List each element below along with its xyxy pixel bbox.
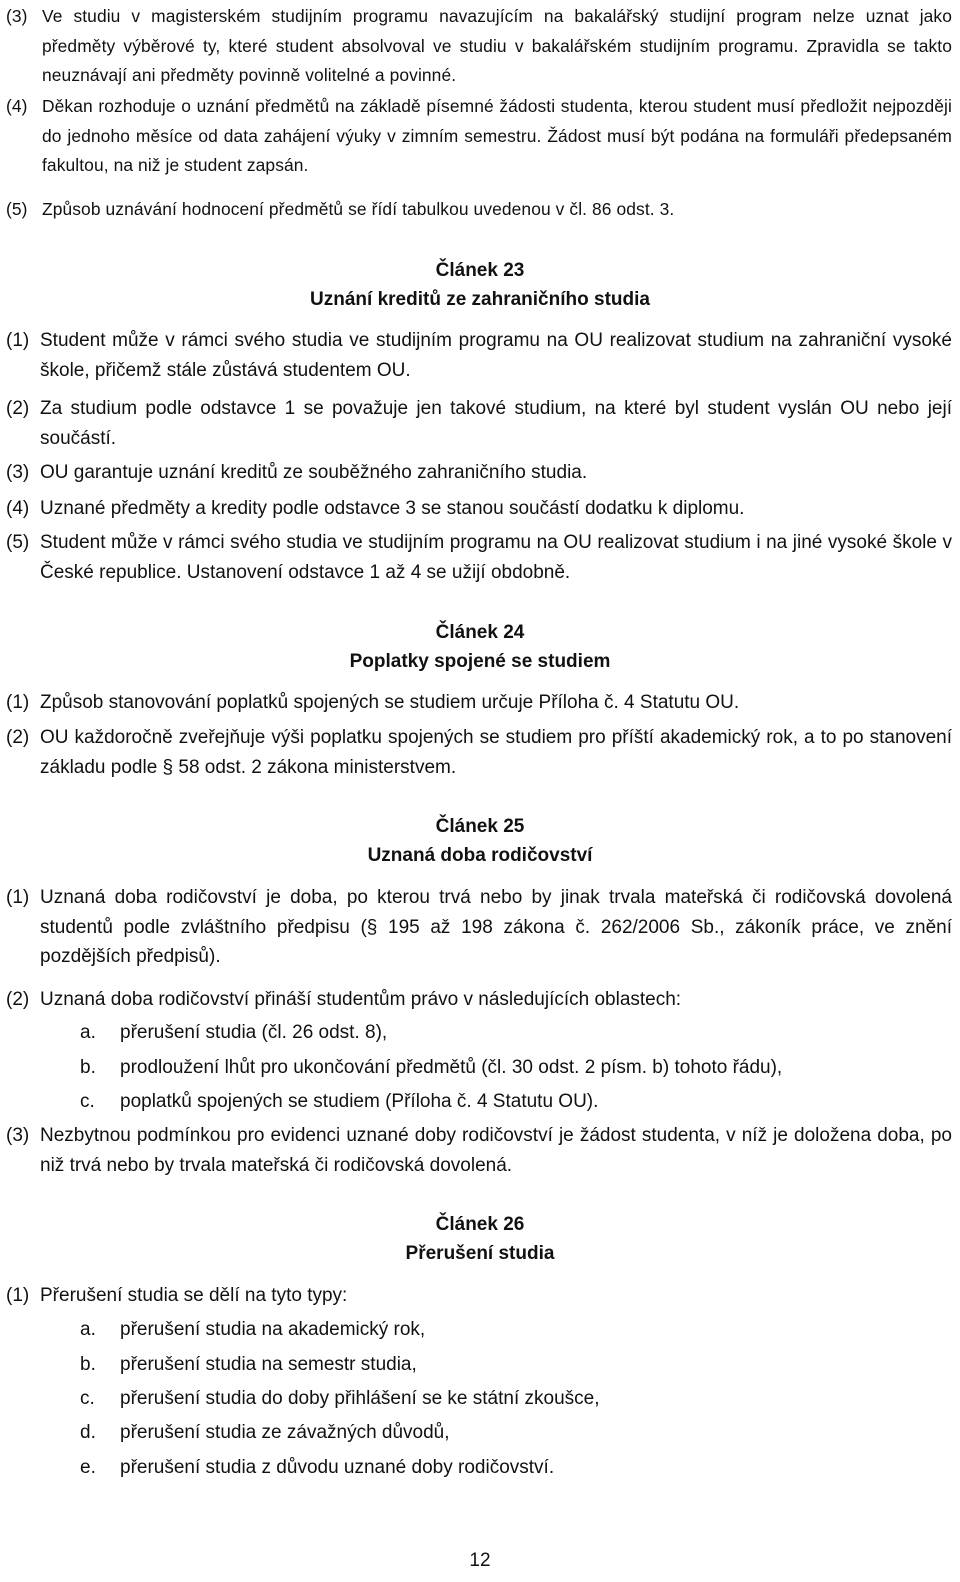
paragraph-text: OU garantuje uznání kreditů ze souběžného zahraničního studia. [40, 462, 588, 483]
paragraph-number: (1) [6, 1285, 30, 1306]
paragraph-text: Uznaná doba rodičovství přináší studentům právo v následujících oblastech: [40, 989, 682, 1010]
list-item-letter: c. [80, 1091, 95, 1112]
article-24-paragraph-1 [6, 688, 952, 718]
list-item [80, 1053, 940, 1083]
list-item-text: přerušení studia ze závažných důvodů, [120, 1422, 450, 1443]
article-25-paragraph-2 [6, 985, 952, 1015]
paragraph-number: (2) [6, 727, 30, 748]
paragraph-5 [6, 195, 952, 225]
list-item-letter: a. [80, 1022, 96, 1043]
paragraph-text: Student může v rámci svého studia ve studijním programu na OU realizovat studium na zahraniční vysoké škole, přičemž stále zůstává studentem OU. [40, 330, 952, 381]
paragraph-number: (2) [6, 398, 30, 419]
list-item [80, 1350, 940, 1380]
paragraph-text: Ve studiu v magisterském studijním programu navazujícím na bakalářský studijní program nelze uznat jako předměty výběrové ty, které student absolvoval ve studiu v bakalářském studijním programu. Zpravidla se takto neuznávají ani předměty povinně volitelné a povinné. [42, 6, 952, 85]
article-23-paragraph-1 [6, 326, 952, 385]
paragraph-text: Způsob stanovování poplatků spojených se studiem určuje Příloha č. 4 Statutu OU. [40, 692, 740, 713]
list-item-text: prodloužení lhůt pro ukončování předmětů (čl. 30 odst. 2 písm. b) tohoto řádu), [120, 1057, 783, 1078]
paragraph-number: (5) [6, 199, 28, 219]
list-item-text: přerušení studia z důvodu uznané doby rodičovství. [120, 1457, 555, 1478]
paragraph-number: (2) [6, 989, 30, 1010]
list-item-text: přerušení studia (čl. 26 odst. 8), [120, 1022, 388, 1043]
article-25-paragraph-3 [6, 1121, 952, 1180]
paragraph-text: Uznaná doba rodičovství je doba, po kterou trvá nebo by jinak trvala mateřská či rodičovská dovolená studentů podle zvláštního předpisu (§ 195 až 198 zákona č. 262/2006 Sb., zákoník práce, ve znění pozdějších předpisů). [40, 887, 952, 967]
paragraph-number: (3) [6, 1125, 30, 1146]
article-23-paragraph-3 [6, 458, 952, 488]
paragraph-number: (1) [6, 692, 30, 713]
list-item-letter: b. [80, 1057, 96, 1078]
paragraph-number: (1) [6, 330, 30, 351]
paragraph-number: (5) [6, 532, 30, 553]
article-25-subtitle: Uznaná doba rodičovství [367, 845, 593, 866]
paragraph-3 [6, 2, 952, 91]
list-item [80, 1018, 940, 1048]
paragraph-number: (3) [6, 6, 28, 26]
list-item-text: poplatků spojených se studiem (Příloha č. 4 Statutu OU). [120, 1091, 599, 1112]
paragraph-text: Děkan rozhoduje o uznání předmětů na základě písemné žádosti studenta, kterou student musí předložit nejpozději do jednoho měsíce od data zahájení výuky v zimním semestru. Žádost musí být podána na formuláři předepsaném fakultou, na niž je student zapsán. [42, 96, 952, 175]
article-26-paragraph-1 [6, 1281, 952, 1311]
list-item-letter: d. [80, 1422, 96, 1443]
list-item-text: přerušení studia do doby přihlášení se ke státní zkoušce, [120, 1388, 600, 1409]
paragraph-text: Za studium podle odstavce 1 se považuje jen takové studium, na které byl student vyslán OU nebo její součástí. [40, 398, 952, 449]
page-number: 12 [469, 1550, 491, 1571]
article-23-title: Článek 23 [435, 260, 525, 281]
list-item-letter: c. [80, 1388, 95, 1409]
paragraph-text: Způsob uznávání hodnocení předmětů se řídí tabulkou uvedenou v čl. 86 odst. 3. [42, 199, 675, 219]
list-item [80, 1384, 940, 1414]
paragraph-text: Uznané předměty a kredity podle odstavce 3 se stanou součástí dodatku k diplomu. [40, 498, 745, 519]
article-25-paragraph-1 [6, 883, 952, 972]
paragraph-number: (3) [6, 462, 30, 483]
list-item [80, 1453, 940, 1483]
paragraph-4 [6, 92, 952, 181]
paragraph-number: (4) [6, 96, 28, 116]
article-23-paragraph-4 [6, 494, 952, 524]
article-23-paragraph-5 [6, 528, 952, 587]
list-item-letter: a. [80, 1319, 96, 1340]
article-24-title: Článek 24 [435, 622, 525, 643]
paragraph-text: Nezbytnou podmínkou pro evidenci uznané doby rodičovství je žádost studenta, v níž je doložena doba, po niž trvá nebo by trvala mateřská či rodičovská dovolená. [40, 1125, 952, 1176]
article-24-subtitle: Poplatky spojené se studiem [349, 651, 611, 672]
article-24-paragraph-2 [6, 723, 952, 782]
list-item-text: přerušení studia na akademický rok, [120, 1319, 426, 1340]
article-23-subtitle: Uznání kreditů ze zahraničního studia [310, 289, 650, 310]
list-item [80, 1418, 940, 1448]
article-26-title: Článek 26 [435, 1214, 525, 1235]
list-item [80, 1315, 940, 1345]
article-26-subtitle: Přerušení studia [405, 1243, 555, 1264]
list-item-letter: e. [80, 1457, 96, 1478]
list-item-letter: b. [80, 1354, 96, 1375]
paragraph-number: (4) [6, 498, 30, 519]
paragraph-text: OU každoročně zveřejňuje výši poplatku spojených se studiem pro příští akademický rok, a to po stanovení základu podle § 58 odst. 2 zákona ministerstvem. [40, 727, 952, 778]
article-25-title: Článek 25 [435, 816, 525, 837]
list-item-text: přerušení studia na semestr studia, [120, 1354, 417, 1375]
paragraph-number: (1) [6, 887, 30, 908]
paragraph-text: Student může v rámci svého studia ve studijním programu na OU realizovat studium i na jiné vysoké škole v České republice. Ustanovení odstavce 1 až 4 se užijí obdobně. [40, 532, 952, 583]
article-23-paragraph-2 [6, 394, 952, 453]
paragraph-text: Přerušení studia se dělí na tyto typy: [40, 1285, 348, 1306]
list-item [80, 1087, 940, 1117]
